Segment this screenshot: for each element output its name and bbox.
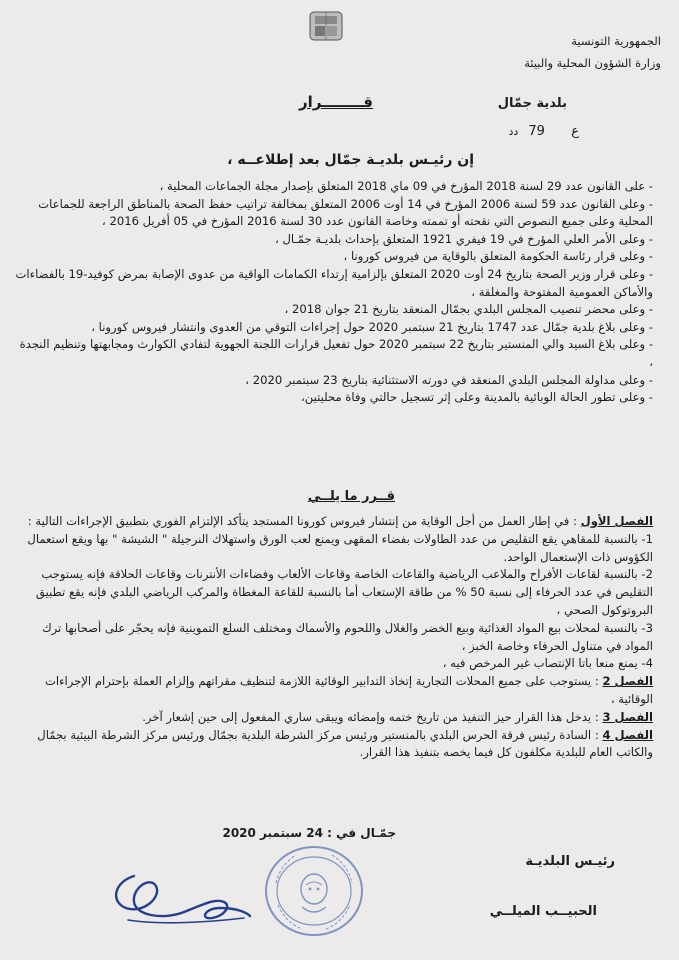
article-4-text: : السادة رئيس فرقة الحرس البلدي بالمنستير ورئيس مركز الشرطة البلدية بجمّال ورئيس مركز الشرطة البيئية بجمّال والكاتب العام للبلدية مكلفون كل فيما يخصه بتنفيذ هذا القرار. — [37, 727, 653, 760]
article-3-label: الفصل 3 — [602, 709, 653, 724]
recital-item: - وعلى الأمر العلي المؤرخ في 19 فيفري 1921 المتعلق بإحداث بلديـة جمّـال ، — [275, 231, 653, 246]
article-4-label: الفصل 4 — [602, 727, 653, 742]
ministry-name: وزارة الشؤون المحلية والبيئة — [524, 56, 661, 70]
article-2-label: الفصل 2 — [602, 674, 653, 689]
recital-item: - وعلى مداولة المجلس البلدي المنعقد في دورته الاستثنائية بتاريخ 23 سبتمبر 2020 ، — [245, 372, 653, 387]
recitals-list — [13, 178, 653, 407]
signer-name: الحبيــب الميلــي — [489, 904, 597, 919]
municipality-name: بلدية جمّال — [497, 96, 567, 111]
decision-number — [502, 124, 579, 139]
signing-date: جمّـال في : 24 سبتمبر 2020 — [222, 826, 396, 840]
recital-item: - وعلى بلاغ السيد والي المنستير بتاريخ 22 سبتمبر 2020 حول تفعيل قرارات اللجنة الجهوية لتفادي الكوارث ومجابهتها وتنظيم النجدة ، — [19, 337, 653, 369]
municipal-seal-icon — [262, 843, 366, 939]
article-4 — [13, 727, 653, 763]
article-2-text: : يستوجب على جميع المحلات التجارية إتخاذ التدابير الوقائية اللازمة لتنظيف مقراتهم وإلزام العملة بإحترام الإجراءات الوقائية ، — [44, 674, 653, 706]
number-label: دد — [508, 125, 519, 138]
article-1-item: 2- بالنسبة لقاعات الأفراح والملاعب الرياضية والقاعات الخاصة وقاعات الألعاب وفضاءات الأنترنات وقاعات الحلاقة فإنه يستوجب التقليص في عدد الحرفاء إلى نسبة 50 % من طاقة الإستعاب أما بالنسبة للقاعة المغطاة والمركب الرياضي البلدي فإنه يقع تطبيق البروتوكول الصحي ، — [35, 567, 653, 617]
signer-title: رئيـس البلديـة — [525, 854, 615, 869]
recital-item: - وعلى قرار رئاسة الحكومة المتعلق بالوقاية من فيروس كورونا ، — [343, 249, 653, 264]
article-3 — [13, 709, 653, 727]
article-2 — [13, 673, 653, 709]
number-prefix: ع — [571, 124, 579, 139]
article-1-item: 1- بالنسبة للمقاهي يقع التقليص من عدد الطاولات بفضاء المقهى ويمنع لعب الورق واستهلاك النرجيلة " الشيشة " بها ويقع استعمال الكؤوس ذات الإستعمال الواحد. — [27, 531, 653, 564]
article-1 — [13, 513, 653, 531]
decision-title: قــرر ما يلــي — [307, 489, 395, 504]
article-1-intro: : في إطار العمل من أجل الوقاية من إنتشار فيروس كورونا المستجد يتأكد الإلتزام الفوري بتطبيق الإجراءات التالية : — [27, 514, 577, 528]
letterhead — [524, 30, 661, 74]
article-1-label: الفصل الأول — [580, 514, 653, 528]
articles-section — [13, 513, 653, 762]
recital-item: - وعلى القانون عدد 59 لسنة 2006 المؤرخ في 14 أوت 2006 المتعلق بمخالفة تراتيب حفظ الصحة بالمناطق الراجعة للجماعات المحلية وعلى جميع النصوص التي نقحته أو تممته وخاصة القانون عدد 30 لسنة 2016 المؤرخ في 05 أفريل 2016 ، — [38, 196, 653, 229]
recital-item: - وعلى بلاغ بلدية جمّال عدد 1747 بتاريخ 21 سبتمبر 2020 حول إجراءات التوقي من العدوى وانتشار فيروس كورونا ، — [91, 319, 653, 334]
document-type-title: قــــــــرار — [299, 93, 373, 111]
article-1-item: 4- يمنع منعا باتا الإنتصاب غير المرخص فيه ، — [442, 656, 653, 671]
tunisia-emblem-icon — [306, 10, 346, 44]
article-3-text: : يدخل هذا القرار حيز التنفيذ من تاريخ ختمه وإمضائه ويبقى ساري المفعول إلى حين إشعار آخر. — [142, 709, 599, 724]
recital-item: - وعلى قرار وزير الصحة بتاريخ 24 أوت 2020 المتعلق بإلزامية إرتداء الكمامات الواقية من عدوى الإصابة بمرض كوفيد-19 بالفضاءات والأماكن العمومية المفتوحة والمغلقة ، — [15, 266, 653, 299]
number-value: 79 — [528, 124, 545, 139]
recital-item: - على القانون عدد 29 لسنة 2018 المؤرخ في 09 ماي 2018 المتعلق بإصدار مجلة الجماعات المحلية ، — [159, 179, 653, 193]
republic-name: الجمهورية التونسية — [571, 34, 661, 48]
preamble-title: إن رئيـس بلديـة جمّال بعد إطلاعــه ، — [227, 152, 474, 168]
recital-item: - وعلى تطور الحالة الوبائية بالمدينة وعلى إثر تسجيل حالتي وفاة محليتين، — [301, 390, 653, 405]
article-1-item: 3- بالنسبة لمحلات بيع المواد الغذائية وبيع الخضر والغلال واللحوم والأسماك ومختلف السلع التموينية فإنه يحجّر على أصحابها ترك المواد في متناول الحرفاء وخاصة الخبز ، — [42, 620, 653, 653]
recital-item: - وعلى محضر تنصيب المجلس البلدي بجمّال المنعقد بتاريخ 21 جوان 2018 ، — [284, 302, 653, 317]
handwritten-signature-icon — [104, 868, 254, 928]
